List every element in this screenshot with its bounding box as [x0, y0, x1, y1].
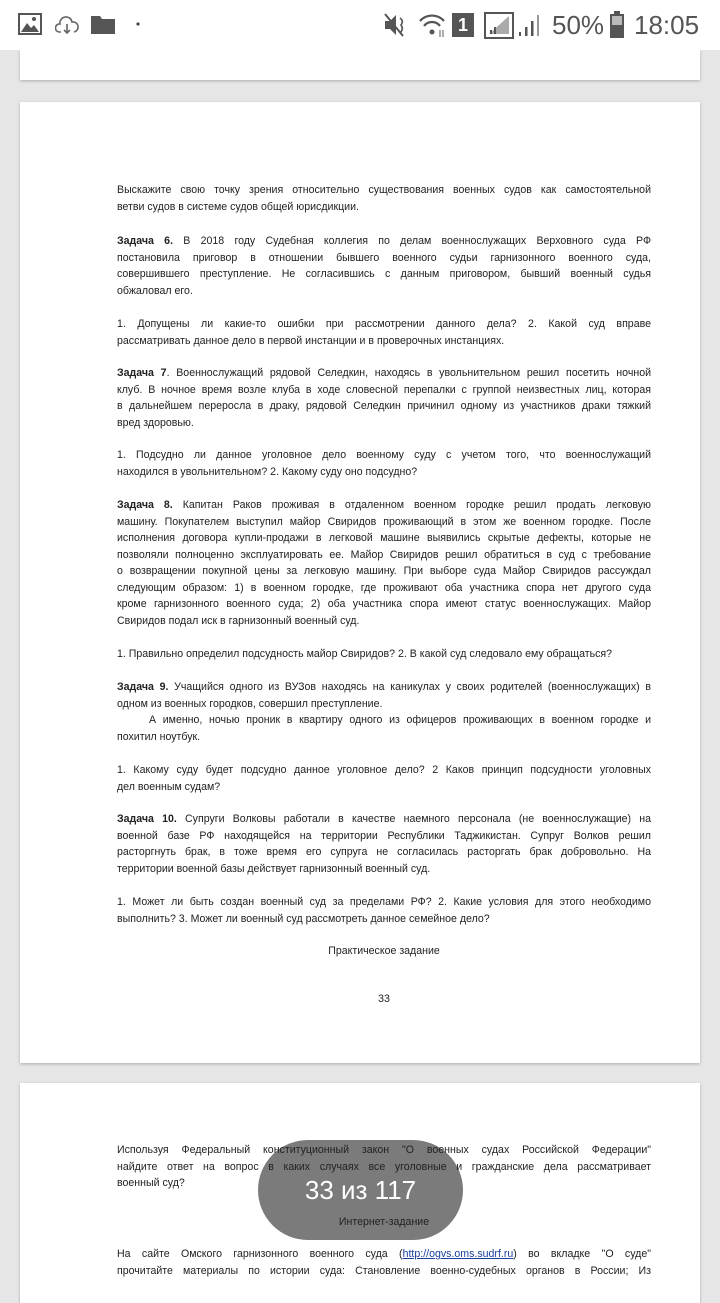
- text-line: рассматривать данное дело в первой инстанции и в проверочных инстанциях.: [117, 334, 505, 347]
- text-line: 1. Какому суду будет подсудно данное уголовное дело? 2 Каков принцип подсудности уголовных: [117, 764, 651, 776]
- document-paragraph: [117, 894, 651, 927]
- text-line: Задача 7. Военнослужащий рядовой Селедкин, находясь в увольнительном решил посетить ночной: [117, 367, 651, 379]
- document-paragraph: [117, 316, 651, 349]
- text-line: обжаловал его.: [117, 284, 193, 297]
- text-line: А именно, ночью проник в квартиру одного из офицеров проживающих в военном городке и: [149, 714, 651, 726]
- signal-2-icon: [517, 12, 543, 38]
- next-page-paragraph: [117, 1142, 651, 1192]
- text-line: 1. Допущены ли какие-то ошибки при рассмотрении данного дела? 2. Какой суд вправе: [117, 318, 651, 330]
- text-line: расторгнуть брак, в тоже время его супруга не согласилась расторгать брак добровольно. На: [117, 846, 651, 858]
- text-line: военный суд?: [117, 1177, 185, 1189]
- document-paragraph: [117, 712, 651, 745]
- text-line: Задача 8. Капитан Раков проживая в отдаленном военном городке решил продать легковую: [117, 499, 651, 511]
- task-heading: Задача 6.: [117, 235, 174, 247]
- text-line: следующим образом: 1) в военном городке, где проживают оба участника спора нет другого суда: [117, 581, 651, 594]
- text-line: похитил ноутбук.: [117, 730, 201, 743]
- text-line: Практическое задание: [328, 945, 440, 957]
- task-heading: Задача 7: [117, 367, 167, 379]
- status-bar: [0, 0, 720, 50]
- document-paragraph: [117, 182, 651, 215]
- gallery-icon: [18, 13, 42, 35]
- text-line: клуб. В ночное время возле клуба в ходе словесной перепалки с группой неизвестных лиц, которая: [117, 383, 651, 396]
- document-paragraph: [117, 233, 651, 299]
- text-line: территории военной базы действует гарнизонный военный суд.: [117, 862, 431, 875]
- court-website-link[interactable]: http://ogvs.oms.sudrf.ru: [402, 1248, 514, 1260]
- text-line: Выскажите свою точку зрения относительно существования военных судов как самостоятельной: [117, 184, 651, 196]
- clock: 18:05: [634, 10, 700, 40]
- text-line: Используя Федеральный конституционный закон "О военных судах Российской Федерации": [117, 1144, 651, 1156]
- document-paragraph: [117, 679, 651, 712]
- document-paragraph: [117, 762, 651, 795]
- text-line: машину. Покупателем выступил майор Свиридов проживающий в этом же военном городке. После: [117, 515, 651, 528]
- task-heading: Задача 10.: [117, 813, 177, 825]
- text-line: Задача 10. Супруги Волковы работали в качестве наемного персонала (не военнослужащие) на: [117, 813, 652, 825]
- mute-icon: [383, 12, 409, 38]
- text-line: постановила приговор в отношении бывшего военного судьи гарнизонного военного суда,: [117, 251, 651, 264]
- document-paragraph: [117, 497, 651, 629]
- battery-percent: 50%: [552, 10, 605, 40]
- document-paragraph: [117, 811, 651, 877]
- page-number: 33: [378, 993, 390, 1005]
- cloud-sync-icon: [55, 14, 79, 36]
- page-indicator-label: 33 из 117: [304, 1175, 417, 1205]
- text-line: 1. Подсудно ли данное уголовное дело военному суду с учетом того, что военнослужащий: [117, 449, 651, 461]
- text-line: выполнить? 3. Может ли военный суд рассмотреть данное семейное дело?: [117, 912, 490, 925]
- signal-icon: [484, 12, 514, 39]
- text-line: дел военным судам?: [117, 780, 221, 793]
- text-line: исполнения договора купли-продажи в легковой машине выявились скрытые дефекты, которые не: [117, 532, 651, 544]
- sim-1-icon: 1: [452, 13, 474, 37]
- internet-task-paragraph: На сайте Омского гарнизонного военного суда (http://ogvs.oms.sudrf.ru) во вкладке "О суде" прочитайте материалы по истории суда: Становление военно-судебных органов в России; Из: [117, 1248, 651, 1277]
- document-paragraph: [117, 365, 651, 431]
- text-line: 1. Может ли быть создан военный суд за пределами РФ? 2. Какие условия для этого необходимо: [117, 896, 651, 908]
- task-heading: Задача 8.: [117, 499, 173, 511]
- document-paragraph: [117, 646, 651, 663]
- text-line: ветви судов в системе судов общей юрисдикции.: [117, 200, 359, 213]
- text-line: Задача 6. В 2018 году Судебная коллегия по делам военнослужащих Верховного суда РФ: [117, 235, 652, 247]
- task-heading: Задача 9.: [117, 681, 169, 693]
- text-line: позволяли полноценно эксплуатировать ее. Майор Свиридов решил обратиться в суд с требование: [117, 548, 651, 561]
- text-line: одном из военных городков, совершил преступление.: [117, 697, 383, 710]
- wifi-icon: [418, 12, 448, 38]
- text-line: о возвращении покупной цены за легковую машину. При выборе суда Майор Свиридов рассуждал: [117, 565, 651, 577]
- text-line: 1. Правильно определил подсудность майор Свиридов? 2. В какой суд следовало ему обращаться?: [117, 648, 613, 660]
- previous-page: [20, 50, 700, 80]
- battery-icon: [609, 11, 625, 39]
- document-paragraph: [117, 943, 651, 960]
- text-line: вред здоровью.: [117, 416, 194, 429]
- dot-icon: [136, 22, 140, 26]
- text-line: Свиридов подал иск в гарнизонный военный суд.: [117, 614, 360, 627]
- document-paragraph: [117, 447, 651, 480]
- next-page-paragraph: [117, 1214, 651, 1231]
- folder-icon: [90, 13, 116, 35]
- text-line: Интернет-задание: [338, 1216, 430, 1228]
- text-line: найдите ответ на вопрос в каких случаях все уголовные и гражданские дела рассматривает: [117, 1160, 651, 1173]
- text-line: Задача 9. Учащийся одного из ВУЗов находясь на каникулах у своих родителей (военнослужащих) в: [117, 681, 651, 693]
- text-line: в дальнейшем переросла в драку, рядовой Селедкин причинил одному из участников драки тяжкий: [117, 400, 651, 412]
- text-line: кроме гарнизонного военного суда; 2) оба участника спора имеют статус военнослужащих. Майор: [117, 598, 651, 610]
- text-line: совершившего преступление. Не согласившись с данным приговором, бывший военный судья: [117, 268, 651, 280]
- text-line: военной базе РФ находящейся на территории Республики Таджикистан. Супруг Волков решил: [117, 829, 651, 842]
- text-line: находился в увольнительном? 2. Какому суду оно подсудно?: [117, 465, 418, 478]
